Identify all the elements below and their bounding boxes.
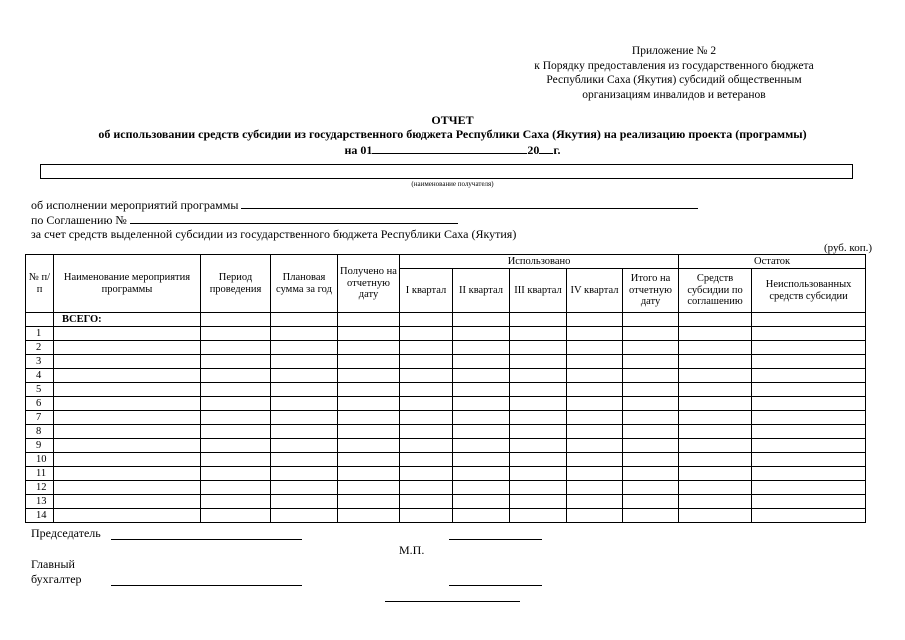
table-cell[interactable] (201, 397, 271, 411)
table-cell[interactable] (400, 355, 453, 369)
col-header-name: Наименование мероприятия программы (54, 255, 201, 313)
table-cell[interactable] (679, 481, 752, 495)
table-cell[interactable] (510, 425, 567, 439)
table-cell[interactable] (201, 467, 271, 481)
table-row (26, 467, 866, 481)
table-cell[interactable] (453, 327, 510, 341)
program-blank[interactable] (241, 197, 698, 209)
table-cell[interactable] (400, 509, 453, 523)
table-row (26, 481, 866, 495)
table-cell[interactable] (510, 495, 567, 509)
col-header-q4: IV квартал (567, 269, 623, 313)
table-cell[interactable] (679, 453, 752, 467)
col-header-q2: II квартал (453, 269, 510, 313)
table-cell[interactable] (679, 327, 752, 341)
table-cell[interactable] (338, 453, 400, 467)
table-cell[interactable] (338, 439, 400, 453)
date-year: 20 (527, 143, 540, 157)
table-cell[interactable] (271, 397, 338, 411)
table-cell[interactable] (510, 467, 567, 481)
table-cell[interactable] (201, 327, 271, 341)
table-cell[interactable] (567, 453, 623, 467)
report-subtitle: об использовании средств субсидии из государственного бюджета Республики Саха (Якутия) на реализацию проекта (программы) (98, 127, 807, 141)
table-cell[interactable] (510, 383, 567, 397)
table-cell[interactable] (679, 425, 752, 439)
col-header-q1: I квартал (400, 269, 453, 313)
table-cell[interactable] (752, 369, 866, 383)
table-cell[interactable] (453, 495, 510, 509)
table-row (26, 355, 866, 369)
date-suffix: г. (553, 143, 561, 157)
table-cell[interactable] (54, 509, 201, 523)
table-cell[interactable] (54, 495, 201, 509)
table-cell[interactable] (338, 425, 400, 439)
table-cell[interactable] (623, 425, 679, 439)
table-cell[interactable] (679, 411, 752, 425)
table-cell[interactable] (54, 411, 201, 425)
table-cell[interactable] (271, 425, 338, 439)
table-row (26, 341, 866, 355)
table-row (26, 439, 866, 453)
table-row (26, 509, 866, 523)
table-cell[interactable] (400, 383, 453, 397)
table-cell[interactable] (400, 341, 453, 355)
table-cell[interactable] (752, 467, 866, 481)
agreement-blank[interactable] (130, 212, 458, 224)
table-cell[interactable] (400, 439, 453, 453)
year-blank[interactable] (539, 142, 553, 154)
table-cell[interactable] (271, 411, 338, 425)
col-header-q3: III квартал (510, 269, 567, 313)
table-cell[interactable] (400, 327, 453, 341)
row-number: 1 (26, 327, 54, 341)
table-cell[interactable] (201, 495, 271, 509)
table-cell[interactable] (510, 313, 567, 327)
table-cell[interactable] (623, 369, 679, 383)
chairman-label: Председатель (31, 526, 101, 540)
table-cell[interactable] (453, 453, 510, 467)
table-cell[interactable] (679, 383, 752, 397)
table-cell[interactable] (752, 383, 866, 397)
table-cell[interactable] (453, 467, 510, 481)
table-cell[interactable] (201, 313, 271, 327)
table-cell[interactable] (567, 439, 623, 453)
table-cell[interactable] (623, 397, 679, 411)
col-header-rem-agreement: Средств субсидии по соглашению (679, 269, 752, 313)
table-cell[interactable] (26, 313, 54, 327)
table-cell[interactable] (338, 397, 400, 411)
table-cell[interactable] (338, 355, 400, 369)
table-row (26, 495, 866, 509)
row-number: 11 (26, 467, 54, 481)
table-cell[interactable] (453, 481, 510, 495)
row-number: 4 (26, 369, 54, 383)
table-cell[interactable] (271, 509, 338, 523)
table-cell[interactable] (453, 425, 510, 439)
table-cell[interactable] (567, 369, 623, 383)
table-cell[interactable] (453, 369, 510, 383)
row-number: 7 (26, 411, 54, 425)
table-cell[interactable] (201, 425, 271, 439)
row-number: 6 (26, 397, 54, 411)
table-cell[interactable] (54, 327, 201, 341)
table-cell[interactable] (752, 425, 866, 439)
table-cell[interactable] (271, 355, 338, 369)
table-cell[interactable] (623, 327, 679, 341)
table-row (26, 411, 866, 425)
table-cell[interactable] (400, 453, 453, 467)
table-cell[interactable] (567, 425, 623, 439)
table-cell[interactable] (510, 411, 567, 425)
program-label: об исполнении мероприятий программы (31, 198, 239, 212)
table-cell[interactable] (54, 341, 201, 355)
table-cell[interactable] (752, 313, 866, 327)
table-cell[interactable] (567, 313, 623, 327)
col-header-rem-unused: Неиспользованных средств субсидии (752, 269, 866, 313)
program-line (31, 197, 698, 213)
table-cell[interactable] (567, 495, 623, 509)
table-cell[interactable] (201, 509, 271, 523)
table-cell[interactable] (271, 369, 338, 383)
table-cell[interactable] (567, 481, 623, 495)
table-cell[interactable] (679, 467, 752, 481)
table-cell[interactable] (54, 397, 201, 411)
table-row (26, 397, 866, 411)
table-cell[interactable] (679, 495, 752, 509)
table-cell[interactable] (752, 453, 866, 467)
row-number: 3 (26, 355, 54, 369)
table-cell[interactable] (271, 327, 338, 341)
table-cell[interactable] (510, 369, 567, 383)
table-cell[interactable] (679, 369, 752, 383)
table-cell[interactable] (510, 439, 567, 453)
table-cell[interactable] (453, 313, 510, 327)
table-cell[interactable] (567, 355, 623, 369)
funding-line: за счет средств выделенной субсидии из государственного бюджета Республики Саха (Якутия) (31, 227, 517, 241)
table-cell[interactable] (338, 313, 400, 327)
table-cell[interactable] (338, 369, 400, 383)
table-row (26, 453, 866, 467)
table-row (26, 425, 866, 439)
table-cell[interactable] (752, 509, 866, 523)
table-cell[interactable] (400, 481, 453, 495)
table-cell[interactable] (752, 411, 866, 425)
table-cell[interactable] (338, 467, 400, 481)
table-cell[interactable] (623, 341, 679, 355)
table-cell[interactable] (338, 495, 400, 509)
table-cell[interactable] (453, 355, 510, 369)
appendix-line: Республики Саха (Якутия) субсидий общественным (546, 74, 802, 86)
date-signature-line[interactable] (385, 601, 520, 602)
table-cell[interactable] (400, 495, 453, 509)
table-cell[interactable] (453, 439, 510, 453)
row-number: 10 (26, 453, 54, 467)
accountant-label-2: бухгалтер (31, 572, 82, 586)
appendix-line: организациям инвалидов и ветеранов (582, 88, 766, 101)
table-cell[interactable] (752, 327, 866, 341)
appendix-line: Приложение № 2 (631, 45, 717, 57)
agreement-label: по Соглашению № (31, 213, 127, 227)
table-cell[interactable] (201, 369, 271, 383)
table-cell[interactable] (54, 467, 201, 481)
table-cell[interactable] (271, 439, 338, 453)
chairman-name-line[interactable] (449, 539, 542, 540)
accountant-label-1: Главный (31, 557, 75, 571)
col-header-planned: Плановая сумма за год (271, 255, 338, 313)
table-cell[interactable] (453, 411, 510, 425)
table-cell[interactable] (752, 355, 866, 369)
col-group-remainder: Остаток (679, 255, 866, 269)
table-cell[interactable] (271, 495, 338, 509)
table-cell[interactable] (679, 509, 752, 523)
total-row (26, 313, 866, 327)
table-cell[interactable] (567, 341, 623, 355)
table-cell[interactable] (201, 411, 271, 425)
table-cell[interactable] (567, 397, 623, 411)
table-cell[interactable] (400, 467, 453, 481)
table-cell[interactable] (567, 467, 623, 481)
row-number: 2 (26, 341, 54, 355)
table-cell[interactable] (338, 411, 400, 425)
table-cell[interactable] (271, 453, 338, 467)
table-cell[interactable] (54, 481, 201, 495)
total-label: ВСЕГО: (54, 313, 201, 327)
row-number: 9 (26, 439, 54, 453)
table-cell[interactable] (623, 481, 679, 495)
appendix-header (509, 44, 839, 102)
table-cell[interactable] (567, 383, 623, 397)
table-cell[interactable] (623, 467, 679, 481)
table-cell[interactable] (752, 439, 866, 453)
table-cell[interactable] (567, 509, 623, 523)
table-cell[interactable] (338, 509, 400, 523)
table-cell[interactable] (623, 509, 679, 523)
table-cell[interactable] (623, 383, 679, 397)
table-cell[interactable] (752, 495, 866, 509)
table-cell[interactable] (271, 467, 338, 481)
date-blank[interactable] (372, 142, 527, 154)
report-title: ОТЧЕТ (431, 113, 474, 127)
table-cell[interactable] (201, 439, 271, 453)
row-number: 5 (26, 383, 54, 397)
table-row (26, 369, 866, 383)
col-header-total-used: Итого на отчетную дату (623, 269, 679, 313)
table-cell[interactable] (271, 341, 338, 355)
row-number: 14 (26, 509, 54, 523)
table-cell[interactable] (623, 313, 679, 327)
col-header-num: № п/п (26, 255, 54, 313)
table-cell[interactable] (54, 355, 201, 369)
col-group-used: Использовано (400, 255, 679, 269)
accountant-name-line[interactable] (449, 585, 542, 586)
table-cell[interactable] (453, 509, 510, 523)
row-number: 8 (26, 425, 54, 439)
stamp-label: М.П. (399, 543, 425, 557)
appendix-line: к Порядку предоставления из государственного бюджета (534, 59, 814, 72)
table-cell[interactable] (510, 453, 567, 467)
row-number: 13 (26, 495, 54, 509)
table-cell[interactable] (54, 383, 201, 397)
table-cell[interactable] (752, 341, 866, 355)
table-cell[interactable] (453, 397, 510, 411)
table-cell[interactable] (54, 425, 201, 439)
table-cell[interactable] (54, 369, 201, 383)
table-cell[interactable] (400, 397, 453, 411)
table-cell[interactable] (679, 313, 752, 327)
table-cell[interactable] (201, 481, 271, 495)
report-table (25, 254, 866, 523)
table-cell[interactable] (400, 425, 453, 439)
accountant-signature-line[interactable] (111, 585, 302, 586)
table-cell[interactable] (567, 327, 623, 341)
table-cell[interactable] (338, 481, 400, 495)
table-cell[interactable] (623, 439, 679, 453)
table-cell[interactable] (453, 341, 510, 355)
col-header-received: Получено на отчетную дату (338, 255, 400, 313)
table-cell[interactable] (679, 397, 752, 411)
table-cell[interactable] (54, 453, 201, 467)
table-cell[interactable] (201, 355, 271, 369)
table-cell[interactable] (400, 313, 453, 327)
table-cell[interactable] (567, 411, 623, 425)
table-cell[interactable] (510, 397, 567, 411)
date-prefix: на 01 (344, 143, 373, 157)
table-cell[interactable] (338, 383, 400, 397)
agreement-line (31, 212, 458, 228)
table-row (26, 327, 866, 341)
table-row (26, 383, 866, 397)
table-cell[interactable] (400, 369, 453, 383)
table-cell[interactable] (338, 341, 400, 355)
table-cell[interactable] (623, 495, 679, 509)
table-cell[interactable] (510, 355, 567, 369)
table-cell[interactable] (752, 397, 866, 411)
table-cell[interactable] (271, 481, 338, 495)
table-cell[interactable] (201, 383, 271, 397)
col-header-period: Период проведения (201, 255, 271, 313)
table-cell[interactable] (510, 509, 567, 523)
table-cell[interactable] (453, 383, 510, 397)
table-cell[interactable] (201, 341, 271, 355)
recipient-caption: (наименование получателя) (411, 180, 494, 188)
chairman-signature-line[interactable] (111, 539, 302, 540)
units-label: (руб. коп.) (823, 242, 872, 254)
table-cell[interactable] (510, 327, 567, 341)
table-cell[interactable] (679, 439, 752, 453)
table-cell[interactable] (510, 481, 567, 495)
table-cell[interactable] (271, 383, 338, 397)
recipient-field[interactable] (40, 164, 853, 179)
table-cell[interactable] (338, 327, 400, 341)
row-number: 12 (26, 481, 54, 495)
table-cell[interactable] (400, 411, 453, 425)
table-cell[interactable] (752, 481, 866, 495)
table-cell[interactable] (510, 341, 567, 355)
report-date-line (0, 142, 905, 158)
table-cell[interactable] (679, 355, 752, 369)
table-cell[interactable] (271, 313, 338, 327)
table-cell[interactable] (623, 411, 679, 425)
table-cell[interactable] (201, 453, 271, 467)
table-cell[interactable] (623, 453, 679, 467)
table-cell[interactable] (54, 439, 201, 453)
table-cell[interactable] (679, 341, 752, 355)
table-cell[interactable] (623, 355, 679, 369)
